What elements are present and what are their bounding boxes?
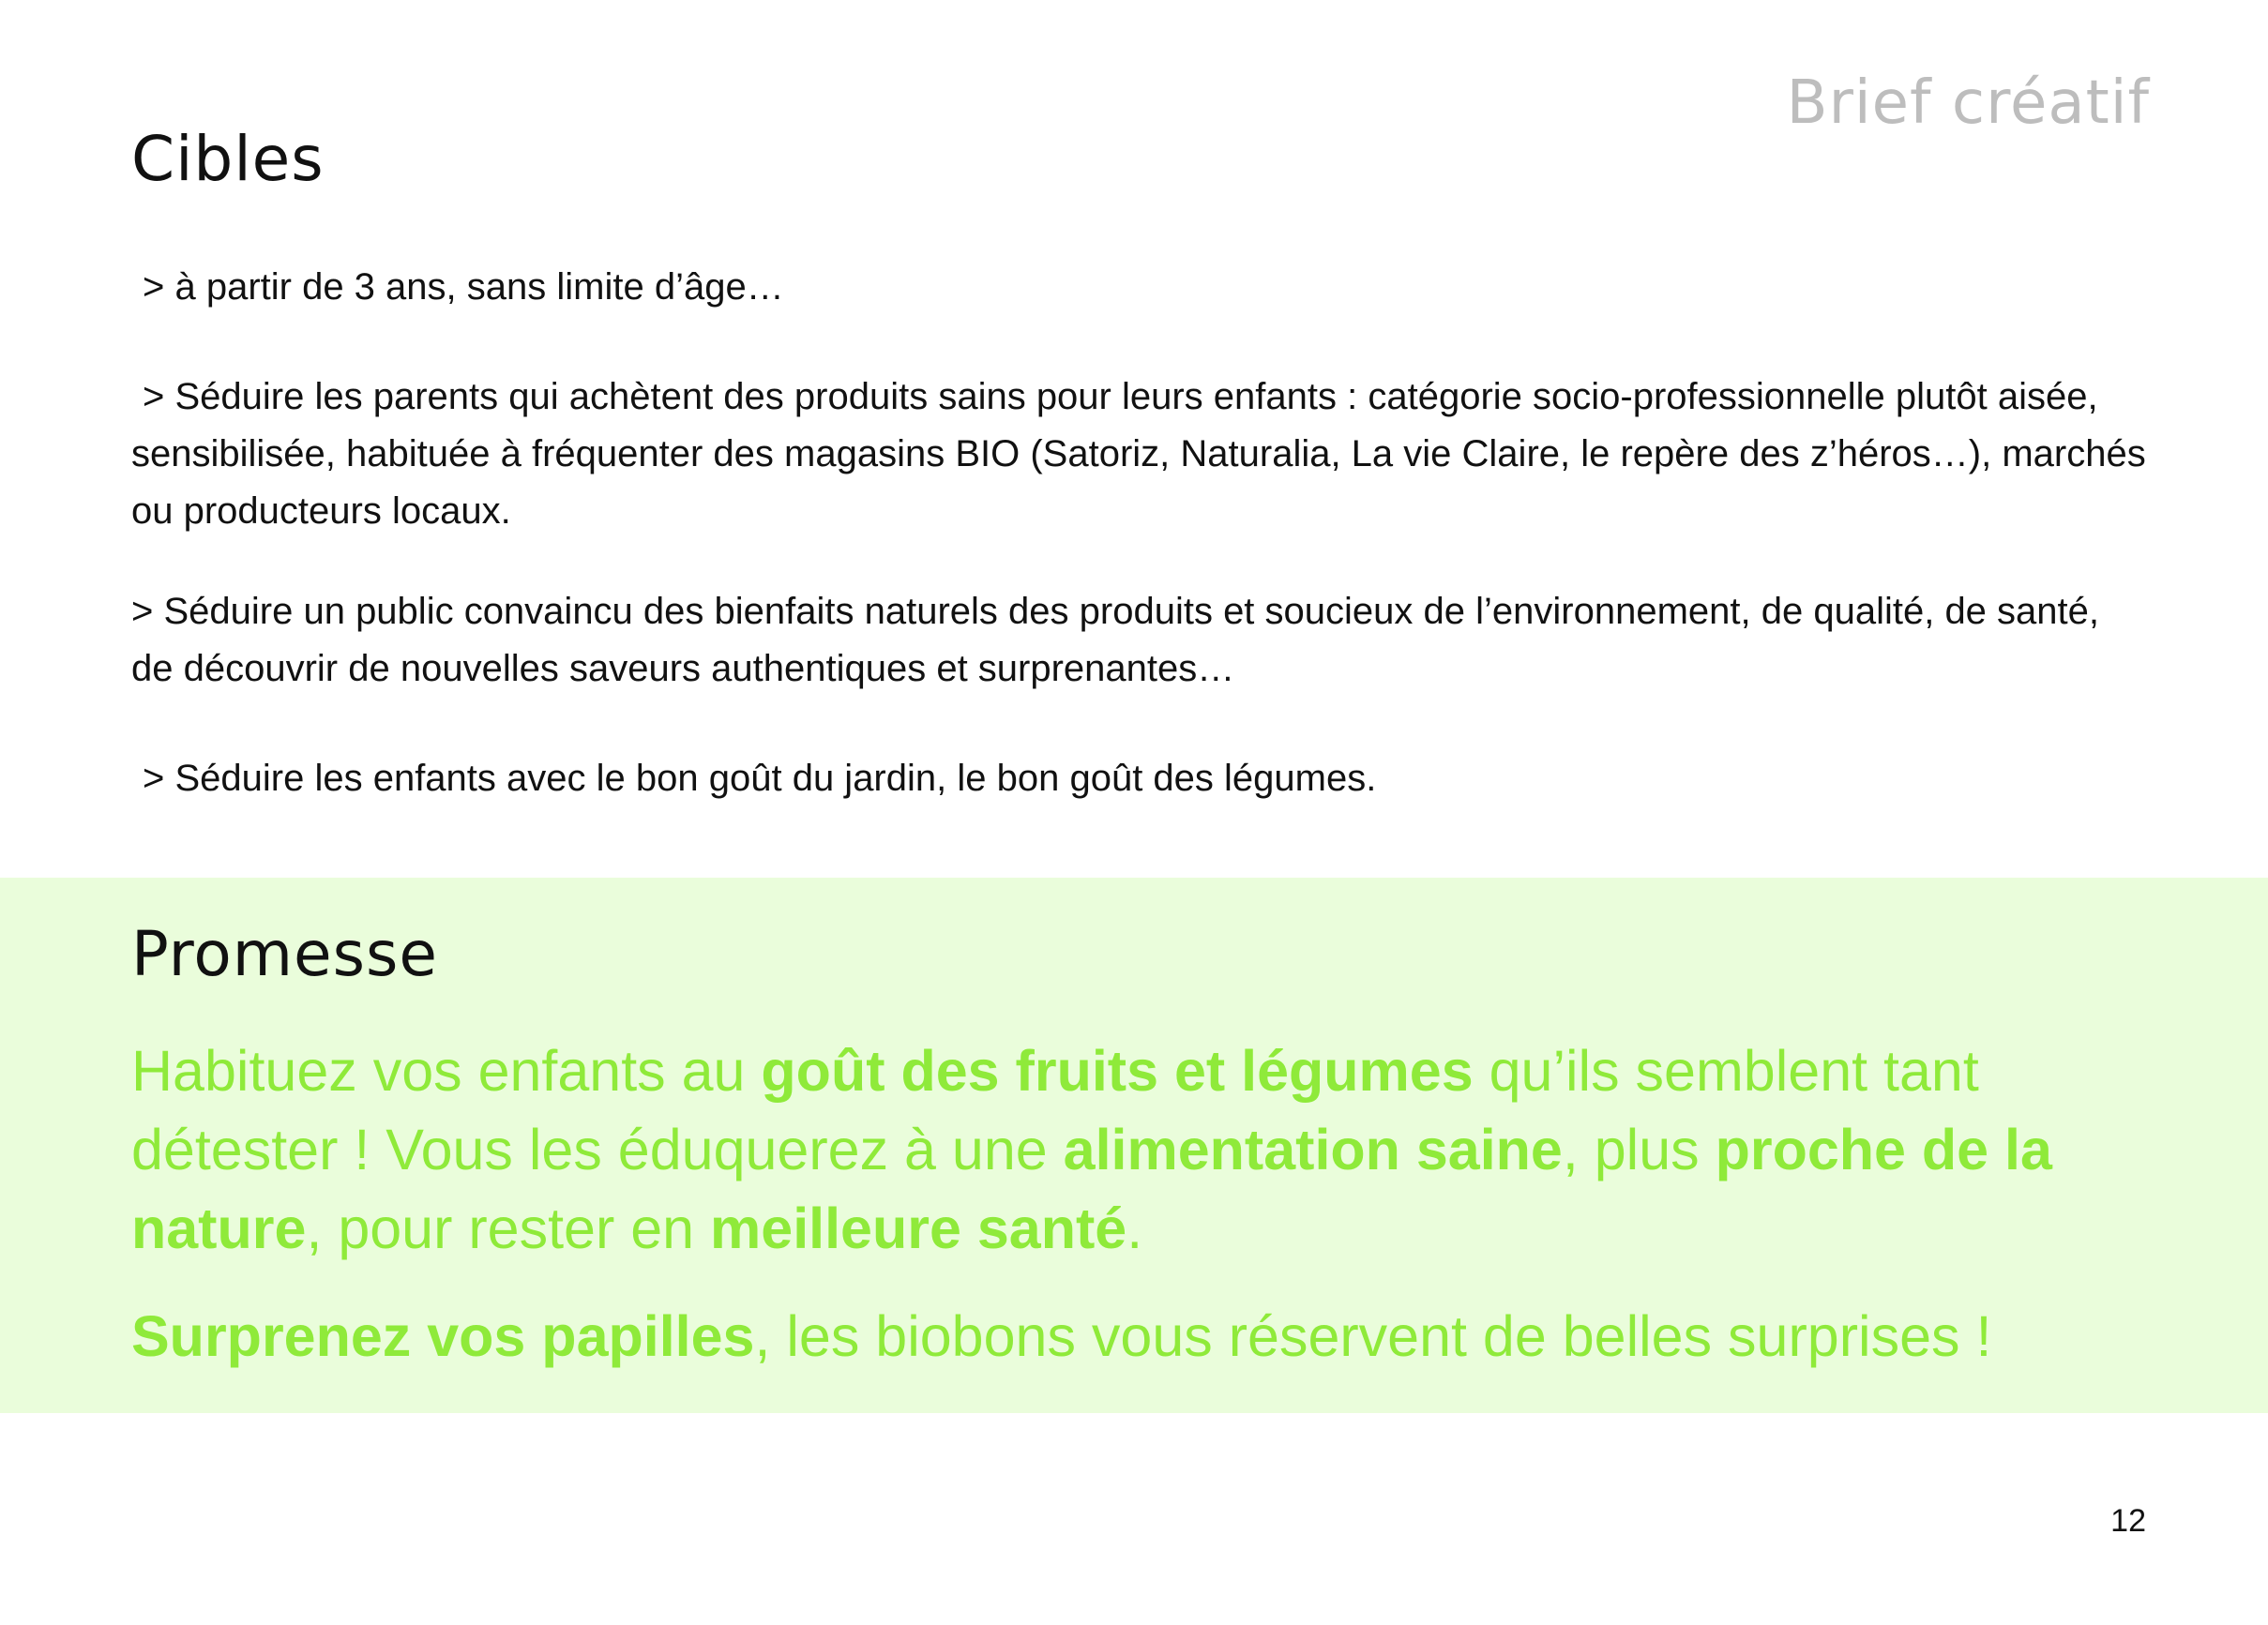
promesse-highlight-alimentation: alimentation saine xyxy=(1063,1118,1563,1181)
promesse-paragraph-secondary xyxy=(131,1297,2214,1376)
cibles-item-age: > à partir de 3 ans, sans limite d’âge… xyxy=(143,266,784,308)
promesse-text-segment: , les biobons vous réservent de belles surprises ! xyxy=(754,1304,1992,1368)
cibles-item-parents: > Séduire les parents qui achètent des produits sains pour leurs enfants : catégorie socio-professionnelle plutôt aisée, sensibilisée, habituée à fréquenter des magasins BIO (Satoriz, Naturalia, La vie Claire, le repère des z’héros…), marchés ou producteurs locaux. xyxy=(131,376,2146,532)
promesse-text-segment: qu’ils semblent tant détester ! Vous les éduquerez à une xyxy=(131,1039,1979,1181)
promesse-text-segment: . xyxy=(1126,1196,1143,1260)
promesse-text-segment: , pour rester en xyxy=(306,1196,711,1260)
promesse-highlight-nature: proche de la nature xyxy=(131,1118,2052,1260)
promesse-paragraph-main xyxy=(131,1031,2176,1268)
promesse-text-segment: Habituez vos enfants au xyxy=(131,1039,762,1103)
cibles-list xyxy=(131,259,2148,807)
promesse-highlight-papilles: Surprenez vos papilles xyxy=(131,1304,755,1368)
cibles-item-public: > Séduire un public convaincu des bienfaits naturels des produits et soucieux de l’environnement, de qualité, de santé, de découvrir de nouvelles saveurs authentiques et surprenantes… xyxy=(131,591,2100,689)
promesse-highlight-gout: goût des fruits et légumes xyxy=(761,1039,1474,1103)
document-header-label: Brief créatif xyxy=(1786,68,2150,138)
promesse-highlight-sante: meilleure santé xyxy=(710,1196,1127,1260)
page-number: 12 xyxy=(2110,1503,2146,1539)
cibles-section-title: Cibles xyxy=(131,123,325,195)
promesse-text-segment: , plus xyxy=(1562,1118,1716,1181)
promesse-section-title: Promesse xyxy=(131,918,438,990)
cibles-item-enfants: > Séduire les enfants avec le bon goût du jardin, le bon goût des légumes. xyxy=(143,758,1377,799)
